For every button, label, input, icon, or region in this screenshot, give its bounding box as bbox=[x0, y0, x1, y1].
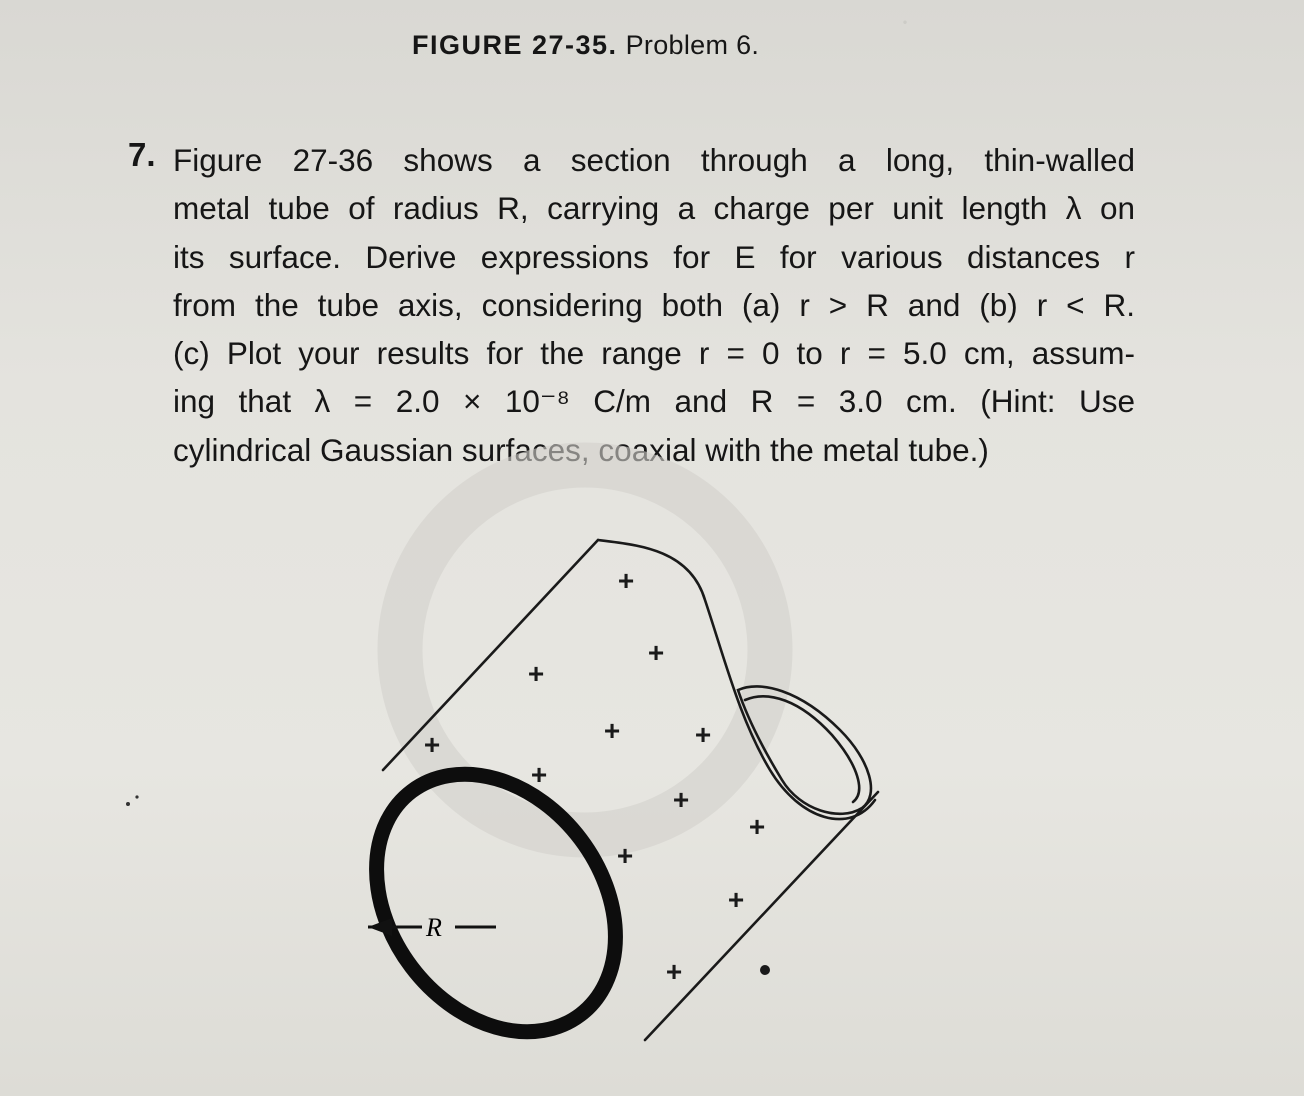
problem-reference: Problem 6. bbox=[625, 30, 760, 60]
problem-number: 7. bbox=[128, 136, 156, 173]
ink-speck bbox=[760, 965, 770, 975]
charge-plus: + bbox=[616, 840, 634, 871]
charge-plus: + bbox=[423, 729, 441, 760]
ink-speck bbox=[135, 795, 138, 798]
charge-plus: + bbox=[748, 811, 766, 842]
problem-line: metal tube of radius R, carrying a charge per unit length λ on bbox=[173, 190, 1135, 227]
problem-line: its surface. Derive expressions for E for various distances r bbox=[173, 238, 1135, 275]
problem-line: (c) Plot your results for the range r = 0 to r = 5.0 cm, assum- bbox=[173, 335, 1135, 372]
charge-plus: + bbox=[603, 715, 621, 746]
charge-plus: + bbox=[665, 956, 683, 987]
figure-label: FIGURE 27-35. bbox=[412, 30, 618, 60]
charge-plus: + bbox=[727, 884, 745, 915]
ink-speck bbox=[126, 802, 130, 806]
charge-plus: + bbox=[647, 637, 665, 668]
charge-plus: + bbox=[694, 719, 712, 750]
problem-line: ing that λ = 2.0 × 10⁻⁸ C/m and R = 3.0 cm. (Hint: Use bbox=[173, 383, 1135, 420]
tube-front-rim bbox=[327, 727, 665, 1078]
bleed-through-text: · bbox=[900, 6, 910, 39]
problem-line: Figure 27-36 shows a section through a long, thin-walled bbox=[173, 142, 1135, 178]
problem-line: cylindrical Gaussian surfaces, coaxial with the metal tube.) bbox=[173, 431, 989, 468]
charge-plus: + bbox=[527, 658, 545, 689]
charge-plus: + bbox=[530, 759, 548, 790]
radius-label: R bbox=[426, 913, 442, 942]
charge-plus: + bbox=[617, 565, 635, 596]
problem-line: from the tube axis, considering both (a) r > R and (b) r < R. bbox=[173, 286, 1135, 323]
charge-plus: + bbox=[672, 784, 690, 815]
